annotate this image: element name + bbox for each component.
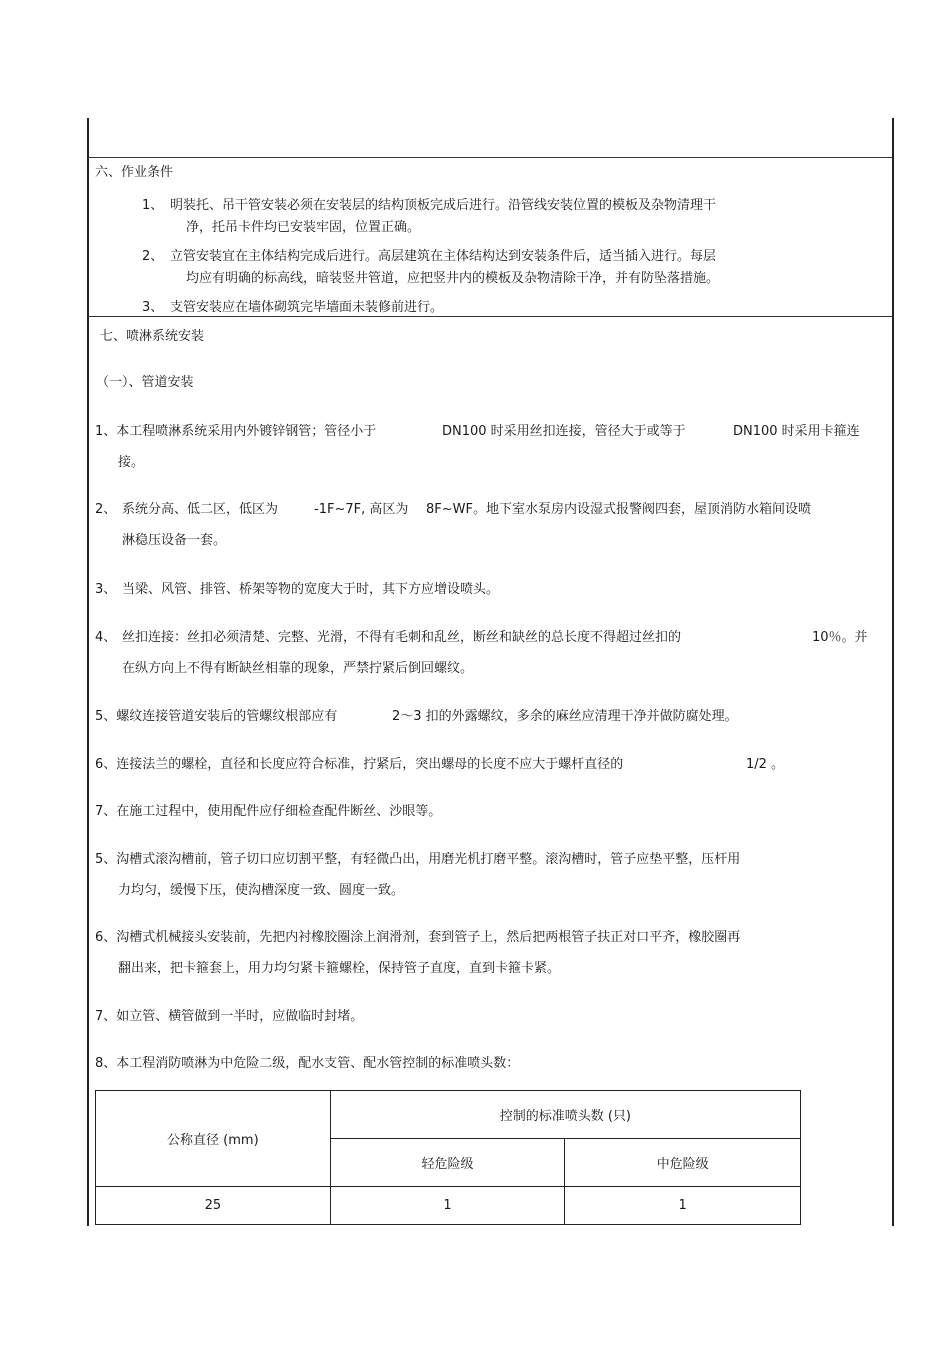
paragraph-number: 4、 — [95, 630, 117, 645]
paragraph-text: 6、沟槽式机械接头安装前，先把内衬橡胶圈涂上润滑剂，套到管子上，然后把两根管子扶正对口平齐，橡胶圈再 — [95, 930, 741, 945]
list-item-text: 均应有明确的标高线，暗装竖井管道，应把竖井内的模板及杂物清除干净，并有防坠落措施。 — [186, 271, 720, 286]
paragraph-text: 系统分高、低二区，低区为 — [122, 502, 279, 517]
sub-heading: （一）、管道安装 — [96, 375, 194, 390]
table-header-medium-hazard: 中危险级 — [565, 1139, 801, 1187]
list-item-text: 立管安装宜在主体结构完成后进行。高层建筑在主体结构达到安装条件后，适当插入进行。每层 — [170, 249, 717, 264]
paragraph-text: 6、连接法兰的螺栓，直径和长度应符合标准，拧紧后，突出螺母的长度不应大于螺杆直径的 — [95, 757, 624, 772]
paragraph-text: 翻出来，把卡箍套上，用力均匀紧卡箍螺栓，保持管子直度，直到卡箍卡紧。 — [118, 961, 561, 976]
paragraph-text: 10％。并 — [812, 630, 868, 645]
paragraph-text: 当梁、风管、排管、桥架等物的宽度大于时，其下方应增设喷头。 — [122, 582, 500, 597]
paragraph-text: 2～3 扣的外露螺纹，多余的麻丝应清理干净并做防腐处理。 — [392, 709, 738, 724]
paragraph-text: 1、本工程喷淋系统采用内外镀锌钢管；管径小于 — [95, 424, 377, 439]
paragraph-text: 8F~WF。地下室水泵房内设湿式报警阀四套，屋顶消防水箱间设喷 — [426, 502, 811, 517]
sprinkler-count-table — [95, 1090, 801, 1225]
list-item-text: 净，托吊卡件均已安装牢固，位置正确。 — [186, 220, 421, 235]
paragraph-text: 淋稳压设备一套。 — [122, 533, 227, 548]
list-item-number: 1、 — [142, 198, 164, 213]
table-cell: 25 — [96, 1187, 331, 1225]
table-row — [96, 1187, 801, 1225]
paragraph-text: 8、本工程消防喷淋为中危险二级，配水支管、配水管控制的标准喷头数： — [95, 1056, 520, 1071]
paragraph-number: 2、 — [95, 502, 117, 517]
table-cell: 1 — [565, 1187, 801, 1225]
divider — [88, 316, 893, 317]
paragraph-text: 接。 — [118, 455, 145, 470]
list-item-number: 3、 — [142, 300, 164, 315]
table-header-diameter: 公称直径 (mm) — [96, 1091, 331, 1187]
list-item-text: 支管安装应在墙体砌筑完毕墙面未装修前进行。 — [170, 300, 444, 315]
paragraph-text: DN100 时采用卡箍连 — [733, 424, 860, 439]
paragraph-text: 7、如立管、横管做到一半时，应做临时封堵。 — [95, 1009, 364, 1024]
list-item-text: 明装托、吊干管安装必须在安装层的结构顶板完成后进行。沿管线安装位置的模板及杂物清理干 — [170, 198, 717, 213]
table-header-light-hazard: 轻危险级 — [330, 1139, 565, 1187]
paragraph-text: 7、在施工过程中，使用配件应仔细检查配件断丝、沙眼等。 — [95, 804, 442, 819]
paragraph-number: 3、 — [95, 582, 117, 597]
paragraph-text: 5、螺纹连接管道安装后的管螺纹根部应有 — [95, 709, 338, 724]
table-header-group: 控制的标准喷头数 (只) — [330, 1091, 800, 1139]
table-cell: 1 — [330, 1187, 565, 1225]
paragraph-text: 力均匀，缓慢下压，使沟槽深度一致、圆度一致。 — [118, 883, 405, 898]
paragraph-text: 1/2 。 — [746, 757, 785, 772]
paragraph-text: 在纵方向上不得有断缺丝相靠的现象，严禁拧紧后倒回螺纹。 — [122, 661, 474, 676]
section-heading: 六、作业条件 — [95, 165, 174, 180]
paragraph-text: 5、沟槽式滚沟槽前，管子切口应切割平整，有轻微凸出，用磨光机打磨平整。滚沟槽时，管子应垫平整，压杆用 — [95, 852, 741, 867]
paragraph-text: -1F~7F, 高区为 — [314, 502, 409, 517]
divider — [88, 157, 893, 158]
right-border — [892, 118, 894, 1226]
paragraph-text: DN100 时采用丝扣连接，管径大于或等于 — [442, 424, 686, 439]
list-item-number: 2、 — [142, 249, 164, 264]
section-heading: 七、喷淋系统安装 — [100, 329, 205, 344]
paragraph-text: 丝扣连接：丝扣必须清楚、完整、光滑，不得有毛刺和乱丝，断丝和缺丝的总长度不得超过丝扣的 — [122, 630, 682, 645]
left-border — [87, 118, 89, 1226]
